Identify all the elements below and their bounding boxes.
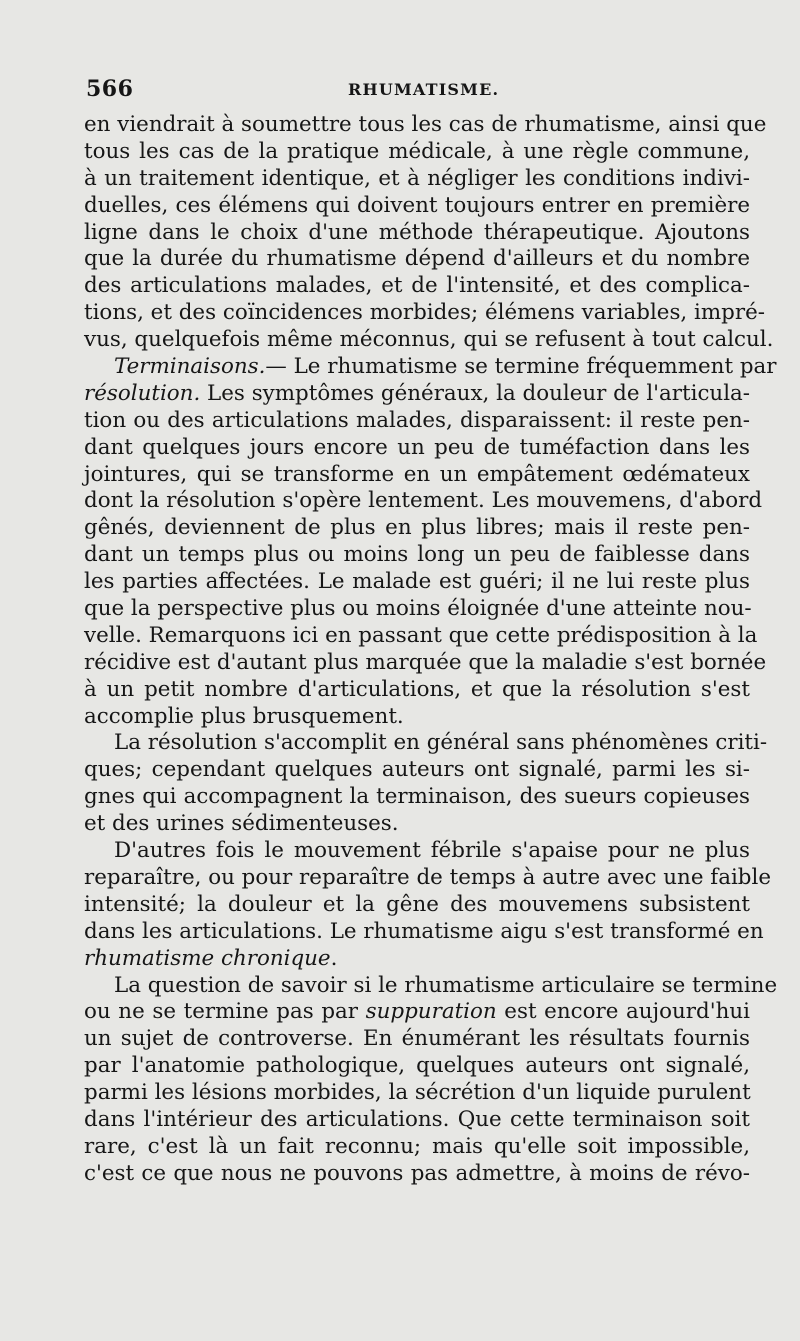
text-line: des articulations malades, et de l'intensité, et des complica- [84,273,750,299]
text-line: tous les cas de la pratique médicale, à une règle commune, [84,138,750,164]
text-line: c'est ce que nous ne pouvons pas admettre, à moins de révo- [84,1160,750,1186]
italic-term: résolution. [84,380,201,406]
text-line: dont la résolution s'opère lentement. Les mouvemens, d'abord [84,488,763,514]
italic-term: suppuration [365,999,497,1025]
text-line: un sujet de controverse. En énumérant les résultats fournis [84,1026,750,1052]
text-line: dant un temps plus ou moins long un peu de faiblesse dans [84,542,750,568]
text-line: à un traitement identique, et à négliger les conditions indivi- [84,165,750,191]
paragraph-1 [84,112,774,354]
text-line: ligne dans le choix d'une méthode thérapeutique. Ajoutons [84,219,750,245]
text-line: par l'anatomie pathologique, quelques auteurs ont signalé, [84,1053,750,1079]
text-line: à un petit nombre d'articulations, et que la résolution s'est [84,676,750,702]
text-line: récidive est d'autant plus marquée que la maladie s'est bornée [84,649,767,675]
running-head [84,76,750,112]
text-line: dans l'intérieur des articulations. Que cette terminaison soit [84,1106,750,1132]
text-line: gênés, deviennent de plus en plus libres; mais il reste pen- [84,515,750,541]
text-segment: est encore aujourd'hui [496,999,750,1025]
text-line: gnes qui accompagnent la terminaison, des sueurs copieuses [84,784,750,810]
text-segment: Les symptômes généraux, la douleur de l'articula- [200,380,751,406]
text-line: intensité; la douleur et la gêne des mouvemens subsistent [84,891,750,917]
text-line: en viendrait à soumettre tous les cas de rhumatisme, ainsi que [84,112,767,137]
text-line: que la perspective plus ou moins éloignée d'une atteinte nou- [84,596,752,622]
paragraph-3 [84,730,768,838]
paragraph-4 [84,838,771,972]
text-line: parmi les lésions morbides, la sécrétion d'un liquide purulent [84,1080,751,1106]
italic-term: rhumatisme chronique [84,945,331,971]
text-segment: — Le rhumatisme se termine fréquemment par [265,354,777,380]
text-line: duelles, ces élémens qui doivent toujours entrer en première [84,192,750,218]
paragraph-5 [84,972,778,1188]
text-line [84,946,750,973]
text-segment: ou ne se termine pas par [84,999,366,1025]
text-line [84,999,750,1026]
text-line: accomplie plus brusquement. [84,703,404,729]
text-line: vus, quelquefois même méconnus, qui se refusent à tout calcul. [84,327,774,353]
text-line: D'autres fois le mouvement fébrile s'apaise pour ne plus [114,838,750,864]
text-line: les parties affectées. Le malade est guéri; il ne lui reste plus [84,569,750,595]
text-line: reparaître, ou pour reparaître de temps à autre avec une faible [84,864,771,890]
text-line: tion ou des articulations malades, disparaissent: il reste pen- [84,407,750,433]
text-line: dant quelques jours encore un peu de tuméfaction dans les [84,434,750,460]
paragraph-2 [84,354,777,730]
text-line: La question de savoir si le rhumatisme articulaire se termine [114,972,778,998]
running-title: RHUMATISME. [348,80,500,99]
text-line: velle. Remarquons ici en passant que cette prédisposition à la [84,622,758,648]
text-line: jointures, qui se transforme en un empâtement œdémateux [84,461,750,487]
text-line: tions, et des coïncidences morbides; élémens variables, impré- [84,300,765,326]
text-line: et des urines sédimenteuses. [84,811,399,837]
section-heading: Terminaisons. [114,354,266,380]
text-line [84,354,777,381]
text-segment: . [330,945,338,971]
text-line: rare, c'est là un fait reconnu; mais qu'elle soit impossible, [84,1133,750,1159]
body-text [84,112,778,1188]
text-line [84,381,750,408]
text-line: dans les articulations. Le rhumatisme aigu s'est transformé en [84,918,764,944]
text-line: que la durée du rhumatisme dépend d'ailleurs et du nombre [84,246,750,272]
page-number: 566 [86,76,134,102]
text-line: La résolution s'accomplit en général sans phénomènes criti- [114,730,768,756]
text-line: ques; cependant quelques auteurs ont signalé, parmi les si- [84,757,750,783]
